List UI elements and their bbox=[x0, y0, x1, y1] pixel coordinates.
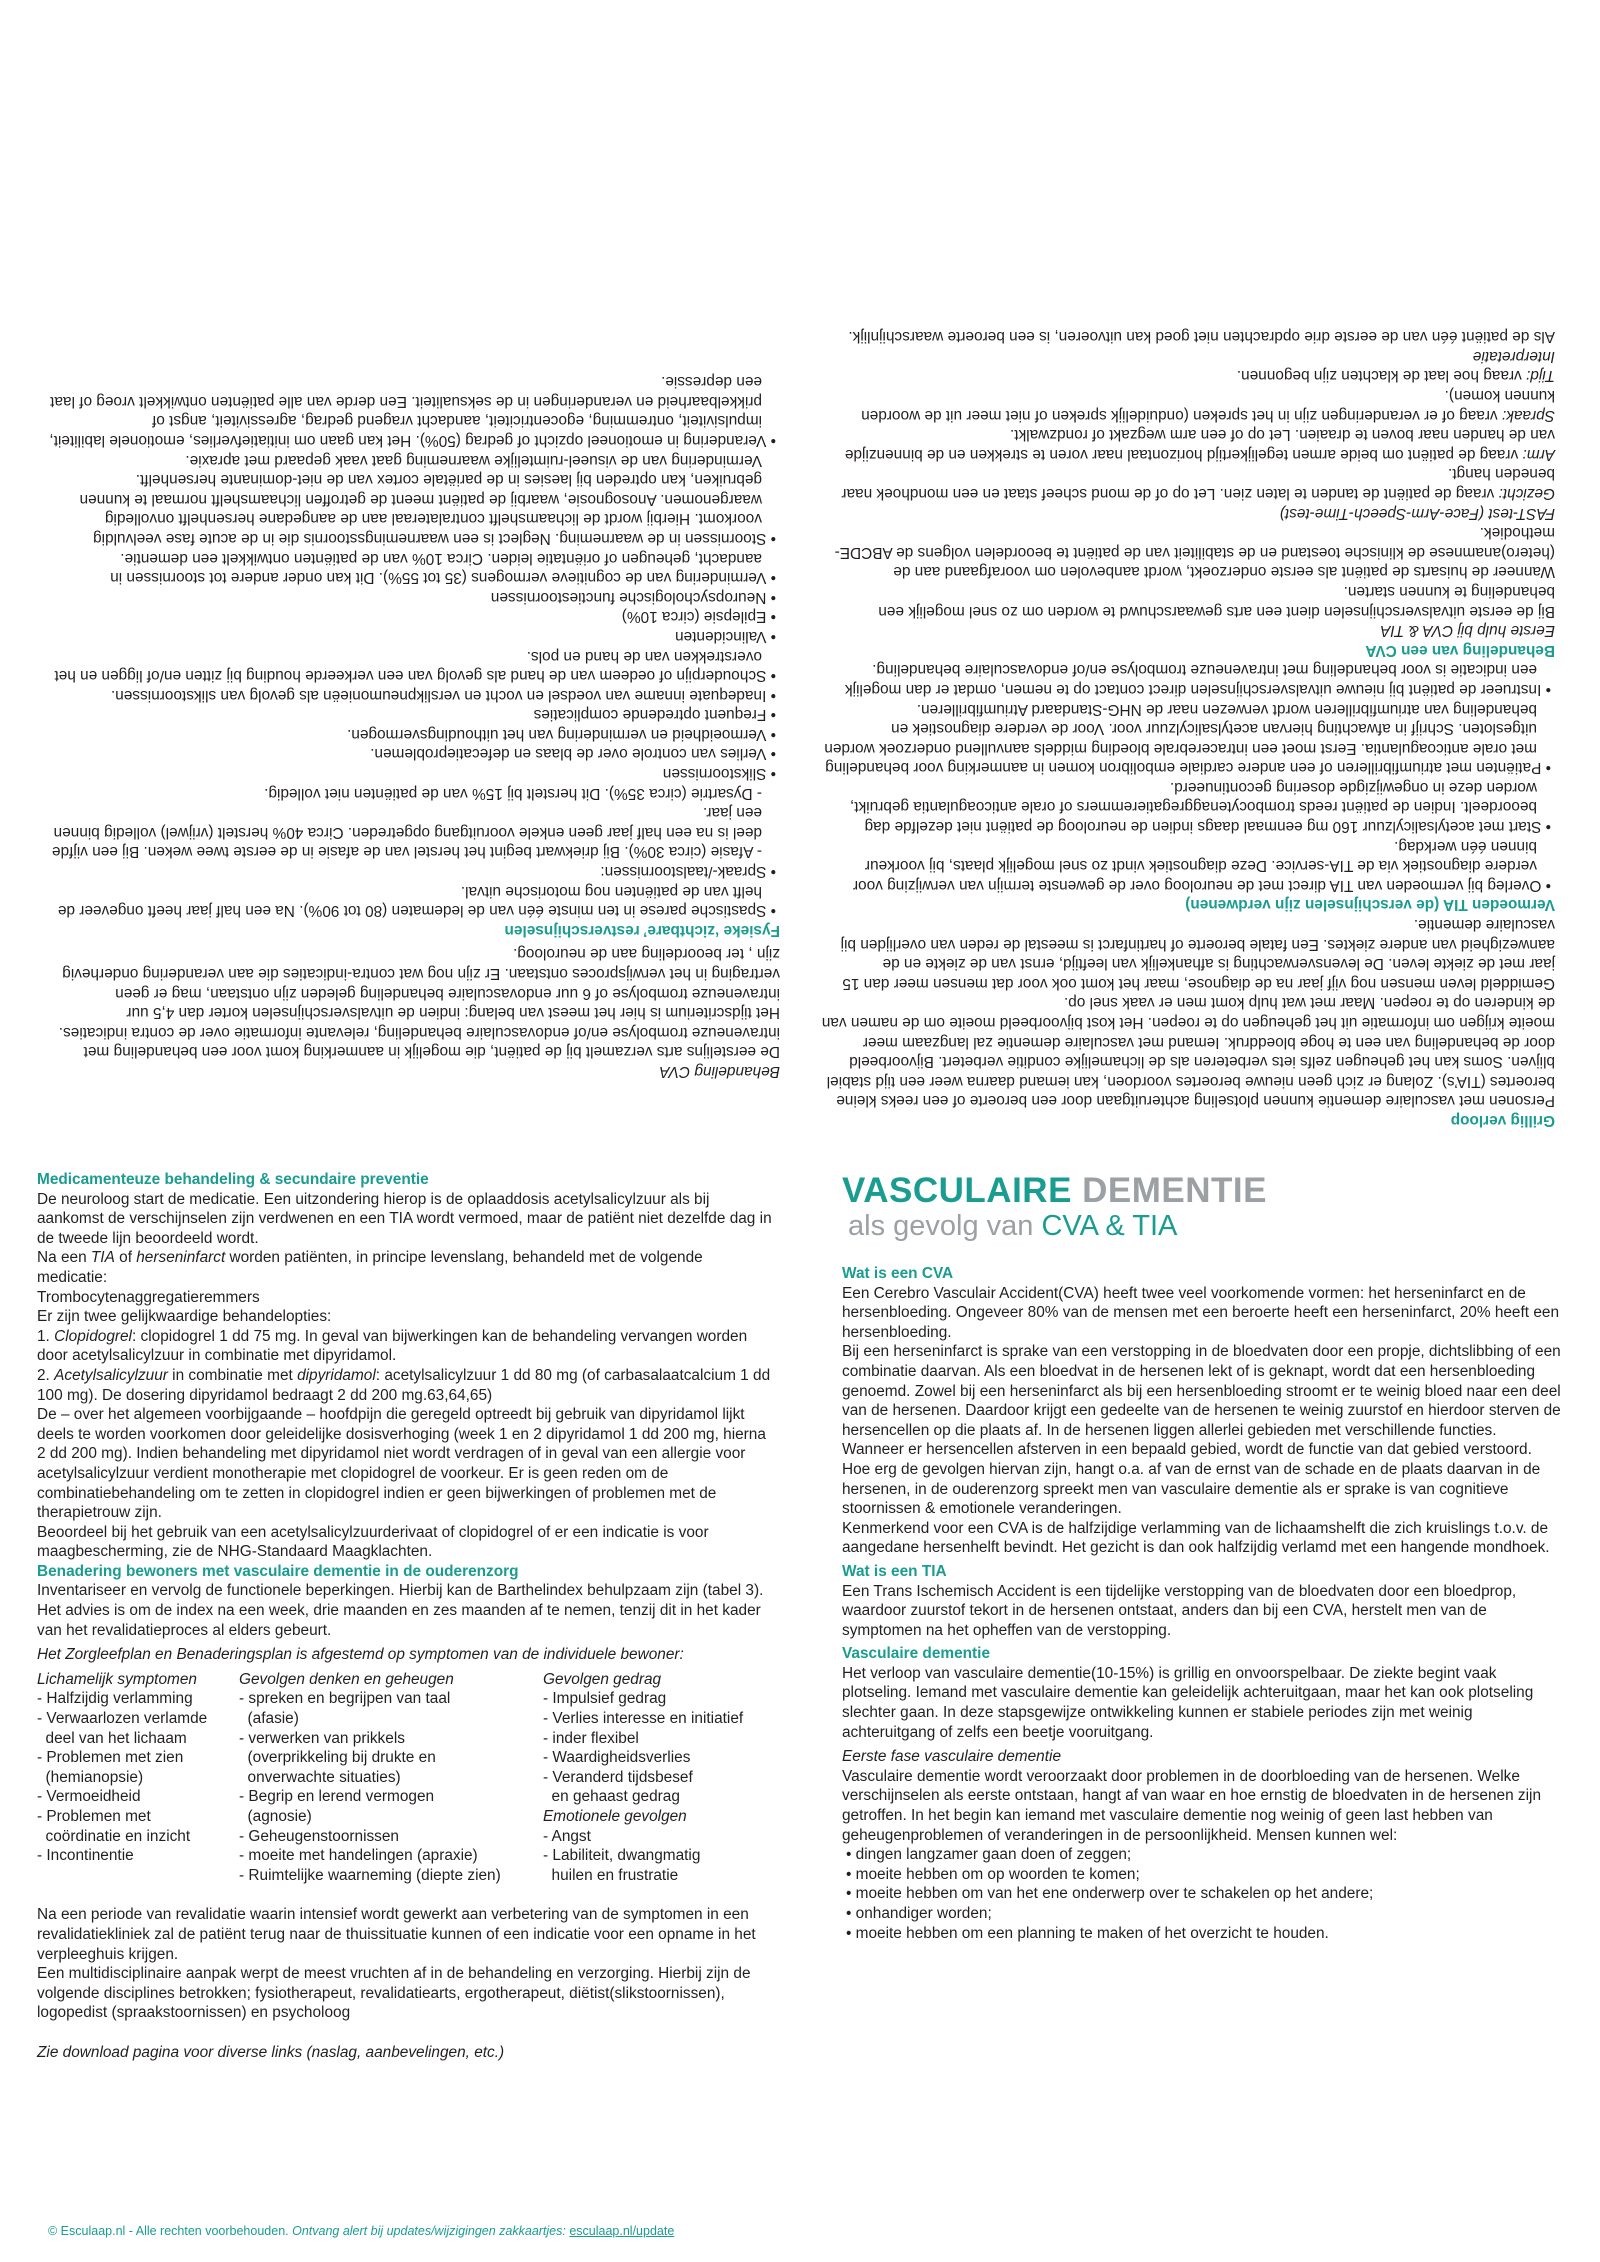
list-item: • onhandiger worden; bbox=[842, 1904, 1562, 1924]
gemiddeld-text: Gemiddeld leven mensen nog vijf jaar na de diagnose, maar het komt ook voor dat mensen meer dan 15 jaar met de ziekte leven. De levensverwachting is afhankelijk van leeftijd, ernst van de ziekte en de aanwezigheid van andere ziektes. Een fatale beroerte of hartinfarct is meestal de reden van overlijden bij vasculaire dementie. bbox=[840, 916, 1555, 992]
gezicht-text: vraag de patiënt de tanden te laten zien. Let op of de mond scheef staat en een mondhoek naar beneden hangt. bbox=[841, 465, 1555, 502]
gezicht-label: Gezicht: bbox=[1498, 485, 1555, 502]
column-item: - Veranderd tijdsbesef bbox=[543, 1768, 693, 1786]
tia-term: TIA bbox=[90, 1249, 115, 1267]
behandeling-cva-panel bbox=[45, 372, 780, 1081]
column-heading: Lichamelijk symptomen bbox=[37, 1670, 197, 1688]
column-list bbox=[239, 1689, 537, 1885]
arm-text: vraag de patiënt om beide armen tegelijkertijd horizontaal naar voren te strekken en de binnenzijde van de handen naar boven te draaien. Let op of een arm wegzakt of rondzwalkt. bbox=[844, 426, 1555, 463]
download-text: Zie download pagina voor diverse links (naslag, aanbevelingen, etc.) bbox=[37, 2043, 505, 2061]
column-item: - Waardigheidsverlies bbox=[543, 1749, 691, 1767]
column-item: - Angst bbox=[543, 1827, 591, 1845]
list-item: • Neuropsychologische functiestoornissen bbox=[45, 587, 780, 607]
behandeling-cva-text: De eerstelijns arts verzamelt bij de patiënt, die mogelijk in aanmerking komt voor een behandeling met intraveneuze trombolyse en/of endovasculaire behandeling, relevante informatie over de contra indicaties. Het tijdscriterium is hier het meest van belang: indien de uitvalsverschijnselen korter dan 4,5 uur intraveneuze trombolyse of 6 uur endovasculaire behandeling geleden zijn ontstaan, mag er geen vertraging in het verwijsproces ontstaan. Er zijn nog wat contra-indicaties die aan verandering onderhevig zijn , ter beoordeling aan de neuroloog. bbox=[58, 945, 780, 1061]
list-item: • Vermindering van de cognitieve vermogens (35 tot 55%). Dit kan onder andere tot stoornissen in aandacht, geheugen of oriëntatie leiden. Circa 10% van de patiënten ontwikkelt een dementie. bbox=[45, 548, 780, 587]
symptomen-columns bbox=[37, 1670, 777, 1886]
column-item: huilen en frustratie bbox=[543, 1866, 679, 1884]
column-item: - Vermoeidheid bbox=[37, 1788, 141, 1806]
option-number: 2. bbox=[37, 1366, 55, 1384]
list-item: • moeite hebben om op woorden te komen; bbox=[842, 1865, 1562, 1885]
title-part-2: DEMENTIE bbox=[1082, 1171, 1268, 1210]
list-item: • Stoornissen in de waarneming. Neglect is een waarnemingsstoornis die in de acute fase veelvuldig voorkomt. Hierbij wordt de lichaamshelft contralateraal aan de aangedane hersenhelft onvolledig waargenomen. Anosognosie, waarbij de patiënt meent de getroffen lichaamshelft normaal te kunnen gebruiken, kan optreden bij laesies in de pariëtale cortex van de niet-dominante hersenhelft. Vermindering van de visueel-ruimtelijke waarneming gaat vaak gepaard met apraxie. bbox=[45, 450, 780, 548]
column-item: onverwachte situaties) bbox=[239, 1768, 401, 1786]
column-item: - spreken en begrijpen van taal bbox=[239, 1690, 451, 1708]
arm-line bbox=[820, 425, 1555, 464]
page-subtitle bbox=[848, 1210, 1562, 1242]
fysieke-restverschijnselen-heading: Fysieke ‘zichtbare’ restverschijnselen bbox=[504, 921, 780, 939]
copyright-text: © Esculaap.nl - Alle rechten voorbehouden. bbox=[48, 2224, 289, 2238]
spraak-label: Spraak: bbox=[1501, 406, 1555, 424]
zorgleefplan-text: Het Zorgleefplan en Benaderingsplan is afgestemd op symptomen van de individuele bewoner: bbox=[37, 1646, 684, 1664]
cva-text-2: Bij een herseninfarct is sprake van een verstopping in de bloedvaten door een propje, dichtslibbing of een combinatie daarvan. Als een bloedvat in de hersenen lekt of is geknapt, wordt dat een hersenbloeding genoemd. Zowel bij een herseninfarct als bij een hersenbloeding stroomt er te weinig bloed naar een deel van de hersenen. Daardoor krijgt een gedeelte van de hersenen te weinig zuurstof en hierdoor sterven de hersencellen op die plaats af. In de hersenen liggen allerlei gebieden met verschillende functies. Wanneer er hersencellen afsterven in een bepaald gebied, wordt de functie van dat gebied verstoord. Hoe erg de gevolgen hiervan zijn, hangt o.a. af van de ernst van de schade en de plaats daarvan in de hersenen, in de ouderenzorg spreekt men van vasculaire dementie als er sprake is van cognitieve stoornissen & emotionele veranderingen. bbox=[842, 1343, 1561, 1518]
column-heading: Emotionele gevolgen bbox=[543, 1808, 687, 1825]
list-item: • Vermoeidheid en vermindering van het uithoudingsvermogen. bbox=[45, 724, 780, 744]
column-item: - Problemen met bbox=[37, 1808, 151, 1825]
column-item: - Impulsief gedrag bbox=[543, 1690, 667, 1708]
wat-is-cva-heading: Wat is een CVA bbox=[842, 1265, 954, 1282]
column-item: coördinatie en inzicht bbox=[37, 1827, 191, 1845]
column-heading: Gevolgen gedrag bbox=[543, 1670, 662, 1688]
text-fragment: worden patiënten, in principe levenslang, behandeld met de volgende medicatie: bbox=[37, 1249, 703, 1286]
column-item: - Labiliteit, dwangmatig bbox=[543, 1847, 701, 1865]
clopidogrel-term: Clopidogrel bbox=[54, 1327, 132, 1345]
list-item: • Patiënten met atriumfibrilleren of een andere cardiale embolibron komen in aanmerking voor behandeling met orale anticoagulantia. Eerst moet een intracerebrale bloeding middels aanvullend onderzoek worden uitgesloten. Schrijf in afwachting hiervan acetylsalicylzuur voor. Voor de verdere diagnostiek en behandeling van atriumfibrilleren wordt verwezen naar de NHG-Standaard Atriumfibrilleren. bbox=[820, 699, 1555, 777]
column-item: - inder flexibel bbox=[543, 1729, 639, 1747]
column-item: - Problemen met zien bbox=[37, 1749, 184, 1767]
wanneer-huisarts-text: Wanneer de huisarts de patiënt als eerste onderzoekt, wordt aanbevolen om voorafgaand aan de (hetero)anamnese de klinische toestand en de stabiliteit van de patiënt te beoordelen volgens de ABCDE-methodiek. bbox=[834, 524, 1555, 581]
tijd-label: Tijd: bbox=[1526, 367, 1555, 385]
update-link[interactable]: esculaap.nl/update bbox=[569, 2224, 675, 2238]
arm-label: Arm: bbox=[1522, 445, 1555, 463]
column-heading: Gevolgen denken en geheugen bbox=[239, 1670, 454, 1688]
optie-2 bbox=[37, 1366, 777, 1405]
column-item: - Verwaarlozen verlamde bbox=[37, 1710, 208, 1728]
multidisciplinair-text: Een multidisciplinaire aanpak werpt de meest vruchten af in de behandeling en verzorging. Hierbij zijn de volgende disciplines betrokken; fysiotherapeut, revalidatiearts, ergotherapeut, diëtist(slikstoornissen), logopedist (spraakstoornissen) en psycholoog bbox=[37, 1965, 751, 2022]
eerste-fase-list bbox=[842, 1845, 1562, 1943]
vermoeden-tia-heading: Vermoeden TIA (de verschijnselen zijn verdwenen) bbox=[1185, 896, 1555, 914]
tijd-text: vraag hoe laat de klachten zijn begonnen. bbox=[1236, 367, 1522, 385]
list-item: • Inadequate inname van voedsel en vocht en verslikpneumonieën als gevolg van slikstoornissen. bbox=[45, 685, 780, 705]
vasculaire-dementie-heading: Vasculaire dementie bbox=[842, 1645, 990, 1663]
wat-is-tia-heading: Wat is een TIA bbox=[842, 1562, 947, 1580]
column-item: (overprikkeling bij drukte en bbox=[239, 1749, 436, 1767]
list-item: • Instrueer de patiënt bij nieuwe uitvalsverschijnselen direct contact op te nemen, omdat er dan mogelijk een indicatie is voor behandeling met intraveneuze trombolyse en/of endovasculaire behandeling. bbox=[820, 660, 1555, 699]
gezicht-line bbox=[820, 464, 1555, 503]
column-list bbox=[543, 1689, 777, 1807]
column-item: (hemianopsie) bbox=[37, 1768, 144, 1786]
subtitle-part-1: als gevolg van bbox=[848, 1210, 1042, 1242]
dysartrie-subitem: - Dysartrie (circa 35%). Dit herstelt bij 15% van de patiënten niet volledig. bbox=[264, 784, 762, 802]
fysieke-restverschijnselen-list bbox=[45, 372, 780, 921]
cva-text-1: Een Cerebro Vasculair Accident(CVA) heeft twee veel voorkomende vormen: het herseninfarct en de hersenbloeding. Ongeveer 80% van de mensen met een beroerte heeft een herseninfarct, 20% heeft een hersenbloeding. bbox=[842, 1284, 1560, 1341]
cva-text-3: Kenmerkend voor een CVA is de halfzijdige verlamming van de lichaamshelft die zich kruislings t.o.v. de aangedane hersenhelft bevindt. Het gezicht is dan ook halfzijdig verlamd met een hangende mondhoek. bbox=[842, 1519, 1550, 1557]
behandeling-cva-title: Behandeling CVA bbox=[659, 1063, 780, 1080]
eerste-uitval-text: Bij de eerste uitvalsverschijnselen dient een arts gewaarschuwd te worden om zo snel mogelijk een behandeling te kunnen starten. bbox=[878, 582, 1555, 620]
list-item: • Valincidenten bbox=[45, 626, 780, 646]
eerste-fase-text: Vasculaire dementie wordt veroorzaakt door problemen in de doorbloeding van de hersenen. Welke verschijnselen als eerste ontstaan, hangt af van waar en hoe ernstig de bloedvaten in de hersenen zijn getroffen. In het begin kan iemand met vasculaire dementie nog weinig of geen last hebben van geheugenproblemen of veranderingen in de persoonlijkheid. Mensen kunnen wel: bbox=[842, 1767, 1542, 1844]
option-text: : acetylsalicylzuur 1 dd 80 mg (of carbasalaatcalcium 1 dd 100 mg). De dosering dipyridamol bedraagt 2 dd 200 mg.63,64,65) bbox=[37, 1366, 771, 1404]
column-item: (afasie) bbox=[239, 1710, 299, 1728]
list-item: • moeite hebben om een planning te maken of het overzicht te houden. bbox=[842, 1924, 1562, 1944]
column-item: - Incontinentie bbox=[37, 1847, 134, 1865]
medicamenteuze-heading: Medicamenteuze behandeling & secundaire preventie bbox=[37, 1171, 429, 1188]
fast-test-label: FAST-test (Face-Arm-Speech-Time-test) bbox=[1279, 504, 1555, 522]
medicamenteuze-text-2 bbox=[37, 1248, 777, 1287]
column-item: (agnosie) bbox=[239, 1808, 312, 1825]
list-item: • Schouderpijn of oedeem van de hand als gevolg van een verkeerde houding bij zitten en/of liggen en het overstrekken van de hand en pols. bbox=[45, 646, 780, 685]
list-item: • Overleg bij vermoeden van TIA direct met de neuroloog over de gewenste termijn van verwijzing voor verdere diagnostiek via de TIA-service. Deze diagnostiek vindt zo snel mogelijk plaats, bij voorkeur binnen één werkdag. bbox=[820, 836, 1555, 895]
grillig-verloop-panel bbox=[820, 327, 1555, 1130]
column-item: - Begrip en lerend vermogen bbox=[239, 1788, 435, 1806]
inventariseer-text: Inventariseer en vervolg de functionele beperkingen. Hierbij kan de Barthelindex behulpzaam zijn (tabel 3). Het advies is om de index na een week, drie maanden en zes maanden af te nemen, tenzij dit in het kader van het revalidatieproces al elders gebeurt. bbox=[37, 1582, 764, 1639]
column-item: - Verlies interesse en initiatief bbox=[543, 1710, 744, 1728]
lichamelijk-column bbox=[37, 1670, 233, 1886]
list-item: • moeite hebben om van het ene onderwerp over te schakelen op het andere; bbox=[842, 1884, 1562, 1904]
text-fragment: Na een bbox=[37, 1249, 91, 1267]
medicamenteuze-text-1: De neuroloog start de medicatie. Een uitzondering hierop is de oplaaddosis acetylsalicylzuur als bij aankomst de verschijnselen zijn verdwenen en een TIA wordt vermoed, maar de patiënt niet dezelfde dag in de tweede lijn beoordeeld wordt. bbox=[37, 1190, 772, 1247]
list-item: • Spastische parese in ten minste één van de ledematen (80 tot 90%). Na een half jaar heeft ongeveer de helft van de patiënten nog motorische uitval. bbox=[45, 881, 780, 920]
column-list bbox=[543, 1827, 777, 1886]
herseninfarct-term: herseninfarct bbox=[136, 1249, 226, 1267]
interpretatie-label: Interpretatie bbox=[1472, 347, 1555, 365]
list-item: • dingen langzamer gaan doen of zeggen; bbox=[842, 1845, 1562, 1865]
benadering-heading: Benadering bewoners met vasculaire dementie in de ouderenzorg bbox=[37, 1562, 519, 1580]
tijd-line bbox=[820, 366, 1555, 386]
column-item: - Geheugenstoornissen bbox=[239, 1827, 399, 1845]
behandeling-van-een-cva-heading: Behandeling van een CVA bbox=[1365, 641, 1555, 659]
grillig-verloop-text: Personen met vasculaire dementie kunnen plotseling achteruitgaan door een beroerte of een reeks kleine beroertes (TIA’s). Zolang er zich geen nieuwe beroertes voordoen, kan iemand daarna weer een tijd stabiel blijven. Soms kan het geheugen zelfs iets verbeteren als de lichamelijke conditie verbetert. Bijvoorbeeld door de behandeling van een te hoge bloeddruk. Iemand met vasculaire dementie zal langzaam meer moeite krijgen om informatie uit het geheugen op te roepen. Het kost bijvoorbeeld moeite om de namen van de kinderen op te roepen. Maar met wat hulp komt men er vaak snel op. bbox=[821, 994, 1555, 1110]
medicamenteuze-panel bbox=[37, 1170, 777, 2063]
column-item: - verwerken van prikkels bbox=[239, 1729, 405, 1747]
alert-text: Ontvang alert bij updates/wijzigingen zakkaartjes: bbox=[288, 2224, 570, 2238]
list-item: • Frequent optredende complicaties bbox=[45, 705, 780, 725]
vermoeden-tia-list bbox=[820, 660, 1555, 895]
grillig-verloop-heading: Grillig verloop bbox=[1450, 1112, 1555, 1129]
column-item: - moeite met handelingen (apraxie) bbox=[239, 1847, 478, 1865]
list-item: • Epilepsie (circa 10%) bbox=[45, 607, 780, 627]
page-title bbox=[842, 1172, 1562, 1210]
column-item: deel van het lichaam bbox=[37, 1729, 187, 1747]
eerste-hulp-subheading: Eerste hulp bij CVA & TIA bbox=[1380, 622, 1555, 640]
twee-opties-text: Er zijn twee gelijkwaardige behandelopties: bbox=[37, 1308, 332, 1326]
column-item: - Halfzijdig verlamming bbox=[37, 1690, 193, 1708]
tia-text: Een Trans Ischemisch Accident is een tijdelijke verstopping van de bloedvaten door een bloedprop, waardoor zuurstof tekort in de hersenen ontstaat, anders dan bij een CVA, herstelt men van de symptomen na het opheffen van de verstopping. bbox=[842, 1582, 1517, 1639]
text-fragment: of bbox=[114, 1249, 137, 1267]
spraak-text: vraag of er veranderingen zijn in het spreken (onduidelijk spreken of niet meer uit de woorden kunnen komen). bbox=[861, 387, 1555, 424]
spraak-line bbox=[820, 385, 1555, 424]
column-item: en gehaast gedrag bbox=[543, 1788, 680, 1806]
text-fragment: in combinatie met bbox=[167, 1366, 298, 1384]
interpretatie-text: Als de patiënt één van de eerste drie opdrachten niet goed kan uitvoeren, is een beroerte waarschijnlijk. bbox=[848, 328, 1555, 346]
title-part-1: VASCULAIRE bbox=[842, 1171, 1083, 1210]
list-item: • Start met acetylsalicylzuur 160 mg eenmaal daags indien de neuroloog de patiënt niet dezelfde dag beoordeelt. Indien de patiënt reeds trombocytenaggregatieremmers of orale anticoagulantia gebruikt, worden deze in ongewijzigde dosering gecontinueerd. bbox=[820, 777, 1555, 836]
eerste-fase-heading: Eerste fase vasculaire dementie bbox=[842, 1748, 1062, 1766]
option-number: 1. bbox=[37, 1327, 55, 1345]
afasie-subitem: - Afasie (circa 30%). Bij driekwart begint het herstel van de afasie in de eerste twee weken. Bij een vijfde deel is na een half jaar geen enkele vooruitgang opgetreden. Circa 40% herstelt (vrijwel) volledig binnen een jaar. bbox=[51, 804, 762, 861]
denken-column bbox=[239, 1670, 537, 1886]
list-item: • Verlies van controle over de blaas en defecatieproblemen. bbox=[45, 744, 780, 764]
trombo-label: Trombocytenaggregatieremmers bbox=[37, 1288, 260, 1306]
maagbescherming-text: Beoordeel bij het gebruik van een acetylsalicylzuurderivaat of clopidogrel of er een indicatie is voor maagbescherming, zie de NHG-Standaard Maagklachten. bbox=[37, 1523, 709, 1561]
column-item: - Ruimtelijke waarneming (diepte zien) bbox=[239, 1866, 501, 1884]
list-item: • Spraak-/taalstoornissen: bbox=[45, 861, 780, 881]
gedrag-column bbox=[543, 1670, 777, 1886]
hoofdpijn-text: De – over het algemeen voorbijgaande – hoofdpijn die geregeld optreedt bij gebruik van dipyridamol lijkt deels te worden voorkomen door geleidelijke dosisverhoging (week 1 en 2 dipyridamol 1 dd 200 mg, hierna 2 dd 200 mg). Indien behandeling met dipyridamol niet wordt verdragen of in geval van een allergie voor acetylsalicylzuur verdient monotherapie met clopidogrel de voorkeur. Er is geen reden om de combinatiebehandeling om te zetten in clopidogrel indien er geen bijwerkingen of problemen met de therapietrouw zijn. bbox=[37, 1406, 766, 1522]
option-text: : clopidogrel 1 dd 75 mg. In geval van bijwerkingen kan de behandeling vervangen worden door acetylsalicylzuur in combinatie met dipyridamol. bbox=[37, 1327, 748, 1365]
revalidatie-text: Na een periode van revalidatie waarin intensief wordt gewerkt aan verbetering van de symptomen in een revalidatiekliniek zal de patiënt terug naar de thuissituatie kunnen of een indicatie voor een opname in het verpleeghuis krijgen. bbox=[37, 1906, 756, 1963]
optie-1 bbox=[37, 1327, 777, 1366]
acetylsalicylzuur-term: Acetylsalicylzuur bbox=[54, 1366, 168, 1384]
list-item: • Slikstoornissen bbox=[45, 764, 780, 784]
column-list bbox=[37, 1689, 233, 1865]
footer bbox=[48, 2224, 674, 2238]
subtitle-part-2: CVA & TIA bbox=[1041, 1210, 1178, 1242]
dipyridamol-term: dipyridamol bbox=[297, 1366, 376, 1384]
list-item: • Verandering in emotioneel opzicht of gedrag (50%). Het kan gaan om initiatiefverlies, emotionele labiliteit, impulsiviteit, ontremming, egocentriciteit, aandacht vragend gedrag, agressiviteit, angst of prikkelbaarheid en veranderingen in de seksualiteit. Een derde van alle patiënten ontwikkelt vroeg of laat een depressie. bbox=[45, 372, 780, 450]
vasculaire-dementie-text: Het verloop van vasculaire dementie(10-15%) is grillig en onvoorspelbaar. De ziekte begint vaak plotseling. Iemand met vasculaire dementie kan geleidelijk achteruitgaan, maar het kan ook plotseling slechter gaan. In deze stapsgewijze ontwikkeling kunnen er stabiele periodes zijn met weinig achteruitgang of zelfs een beetje vooruitgang. bbox=[842, 1664, 1534, 1741]
vasculaire-dementie-panel bbox=[842, 1172, 1562, 1943]
